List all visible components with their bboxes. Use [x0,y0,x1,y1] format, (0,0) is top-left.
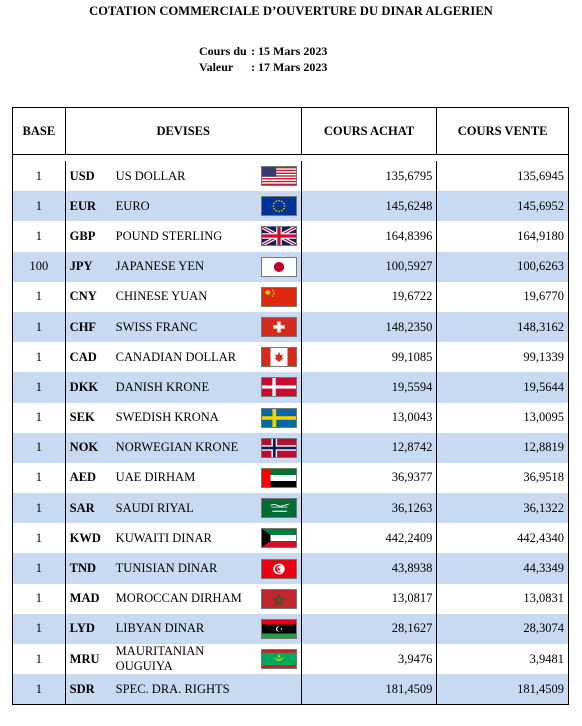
table-row [13,252,569,282]
cours-achat-cell: 99,1085 [301,342,437,372]
devise-cell [65,342,301,372]
valeur-value: : 17 Mars 2023 [251,60,328,74]
currency-name: MAURITANIAN OUGUIYA [115,644,205,674]
china-flag-icon [261,287,297,307]
devise-cell [65,674,301,705]
currency-code: SAR [69,500,95,515]
cours-vente-cell: 44,3349 [437,553,569,583]
cours-achat-cell: 100,5927 [301,252,437,282]
header-base: BASE [13,108,66,155]
table-row [13,372,569,402]
cours-vente-cell: 99,1339 [437,342,569,372]
cours-vente-cell: 442,4340 [437,523,569,553]
devise-cell [65,372,301,402]
devise-cell [65,493,301,523]
table-row [13,191,569,221]
devise-cell [65,252,301,282]
table-row [13,342,569,372]
cours-vente-cell: 13,0831 [437,584,569,614]
devise-cell [65,403,301,433]
devise-cell [65,221,301,251]
currency-code: SEK [69,410,95,425]
cours-vente-cell: 3,9481 [437,644,569,674]
currency-code: CAD [69,349,97,364]
table-row [13,463,569,493]
currency-code: GBP [69,228,96,243]
table-row [13,282,569,312]
table-row [13,221,569,251]
valeur-line [199,59,327,75]
currency-name: SPEC. DRA. RIGHTS [115,681,230,696]
currency-name: SWEDISH KRONA [115,410,219,425]
table-row [13,493,569,523]
cours-vente-cell: 19,6770 [437,282,569,312]
base-cell: 100 [13,252,66,282]
header-achat: COURS ACHAT [301,108,437,155]
cours-achat-cell: 19,5594 [301,372,437,402]
devise-cell [65,161,301,191]
currency-code: MRU [69,651,100,666]
base-cell: 1 [13,342,66,372]
currency-name: LIBYAN DINAR [115,621,205,636]
currency-name: POUND STERLING [115,228,223,243]
currency-code: AED [69,470,97,485]
currency-name: CHINESE YUAN [115,289,208,304]
cours-vente-cell: 19,5644 [437,372,569,402]
base-cell: 1 [13,523,66,553]
base-cell: 1 [13,282,66,312]
currency-code: SDR [69,681,95,696]
cours-du-line [199,43,327,59]
us-flag-icon [261,166,297,186]
currency-code: MAD [69,591,100,606]
cours-achat-cell: 12,8742 [301,433,437,463]
uae-flag-icon [261,468,297,488]
base-cell: 1 [13,312,66,342]
currency-code: USD [69,168,95,183]
header-vente: COURS VENTE [437,108,569,155]
table-row [13,614,569,644]
base-cell: 1 [13,372,66,402]
cours-du-value: : 15 Mars 2023 [251,44,328,58]
base-cell: 1 [13,161,66,191]
currency-name: SAUDI RIYAL [115,500,194,515]
currency-name: NORWEGIAN KRONE [115,440,239,455]
cours-vente-cell: 36,1322 [437,493,569,523]
cours-achat-cell: 36,1263 [301,493,437,523]
devise-cell [65,191,301,221]
saudi-flag-icon [261,498,297,518]
devise-cell [65,644,301,674]
cours-vente-cell: 36,9518 [437,463,569,493]
base-cell: 1 [13,553,66,583]
table-row [13,523,569,553]
base-cell: 1 [13,433,66,463]
table-row [13,433,569,463]
cours-achat-cell: 442,2409 [301,523,437,553]
base-cell: 1 [13,403,66,433]
table-row [13,553,569,583]
currency-code: EUR [69,198,97,213]
currency-code: DKK [69,379,99,394]
currency-name: EURO [115,198,150,213]
cours-vente-cell: 181,4509 [437,674,569,705]
currency-name: UAE DIRHAM [115,470,196,485]
base-cell: 1 [13,614,66,644]
cours-achat-cell: 145,6248 [301,191,437,221]
table-row [13,312,569,342]
currency-name: CANADIAN DOLLAR [115,349,237,364]
header-devises: DEVISES [65,108,301,155]
switzerland-flag-icon [261,317,297,337]
cours-vente-cell: 28,3074 [437,614,569,644]
cours-achat-cell: 148,2350 [301,312,437,342]
base-cell: 1 [13,674,66,705]
currency-code: KWD [69,530,101,545]
cours-achat-cell: 36,9377 [301,463,437,493]
table-row [13,644,569,674]
cours-achat-cell: 181,4509 [301,674,437,705]
cours-achat-cell: 135,6795 [301,161,437,191]
table-row [13,674,569,705]
base-cell: 1 [13,493,66,523]
cours-vente-cell: 145,6952 [437,191,569,221]
morocco-flag-icon [261,589,297,609]
cours-achat-cell: 13,0043 [301,403,437,433]
document-title: COTATION COMMERCIALE D’OUVERTURE DU DINAR ALGERIEN [89,4,493,18]
currency-name: JAPANESE YEN [115,259,204,274]
cours-achat-cell: 3,9476 [301,644,437,674]
currency-code: JPY [69,259,93,274]
currency-code: TND [69,561,97,576]
currency-name: SWISS FRANC [115,319,198,334]
cours-du-label: Cours du [199,44,247,58]
tunisia-flag-icon [261,559,297,579]
kuwait-flag-icon [261,528,297,548]
devise-cell [65,463,301,493]
devise-cell [65,553,301,583]
sweden-flag-icon [261,408,297,428]
table-row [13,161,569,191]
cours-achat-cell: 13,0817 [301,584,437,614]
currency-code: NOK [69,440,99,455]
japan-flag-icon [261,257,297,277]
cours-achat-cell: 164,8396 [301,221,437,251]
cours-achat-cell: 19,6722 [301,282,437,312]
cours-vente-cell: 12,8819 [437,433,569,463]
base-cell: 1 [13,221,66,251]
currency-code: CNY [69,289,97,304]
table-header-row [13,108,569,155]
devise-cell [65,523,301,553]
denmark-flag-icon [261,377,297,397]
canada-flag-icon [261,347,297,367]
base-cell: 1 [13,584,66,614]
eu-flag-icon [261,196,297,216]
base-cell: 1 [13,191,66,221]
currency-name: DANISH KRONE [115,379,210,394]
currency-name: TUNISIAN DINAR [115,561,218,576]
currency-code: CHF [69,319,97,334]
currency-name: US DOLLAR [115,168,186,183]
table-row [13,403,569,433]
valeur-label: Valeur [199,60,234,74]
dates-block [199,43,327,75]
devise-cell [65,312,301,342]
uk-flag-icon [261,226,297,246]
cours-vente-cell: 13,0095 [437,403,569,433]
currency-code: LYD [69,621,95,636]
devise-cell [65,282,301,312]
libya-flag-icon [261,619,297,639]
cours-vente-cell: 100,6263 [437,252,569,282]
table-row [13,584,569,614]
cours-achat-cell: 28,1627 [301,614,437,644]
table-body [13,161,569,705]
currency-name: MOROCCAN DIRHAM [115,591,242,606]
cours-vente-cell: 135,6945 [437,161,569,191]
exchange-rate-table [12,107,569,705]
cours-vente-cell: 164,9180 [437,221,569,251]
cours-achat-cell: 43,8938 [301,553,437,583]
mauritania-flag-icon [261,649,297,669]
base-cell: 1 [13,644,66,674]
base-cell: 1 [13,463,66,493]
devise-cell [65,433,301,463]
devise-cell [65,614,301,644]
cours-vente-cell: 148,3162 [437,312,569,342]
currency-name: KUWAITI DINAR [115,530,212,545]
norway-flag-icon [261,438,297,458]
devise-cell [65,584,301,614]
